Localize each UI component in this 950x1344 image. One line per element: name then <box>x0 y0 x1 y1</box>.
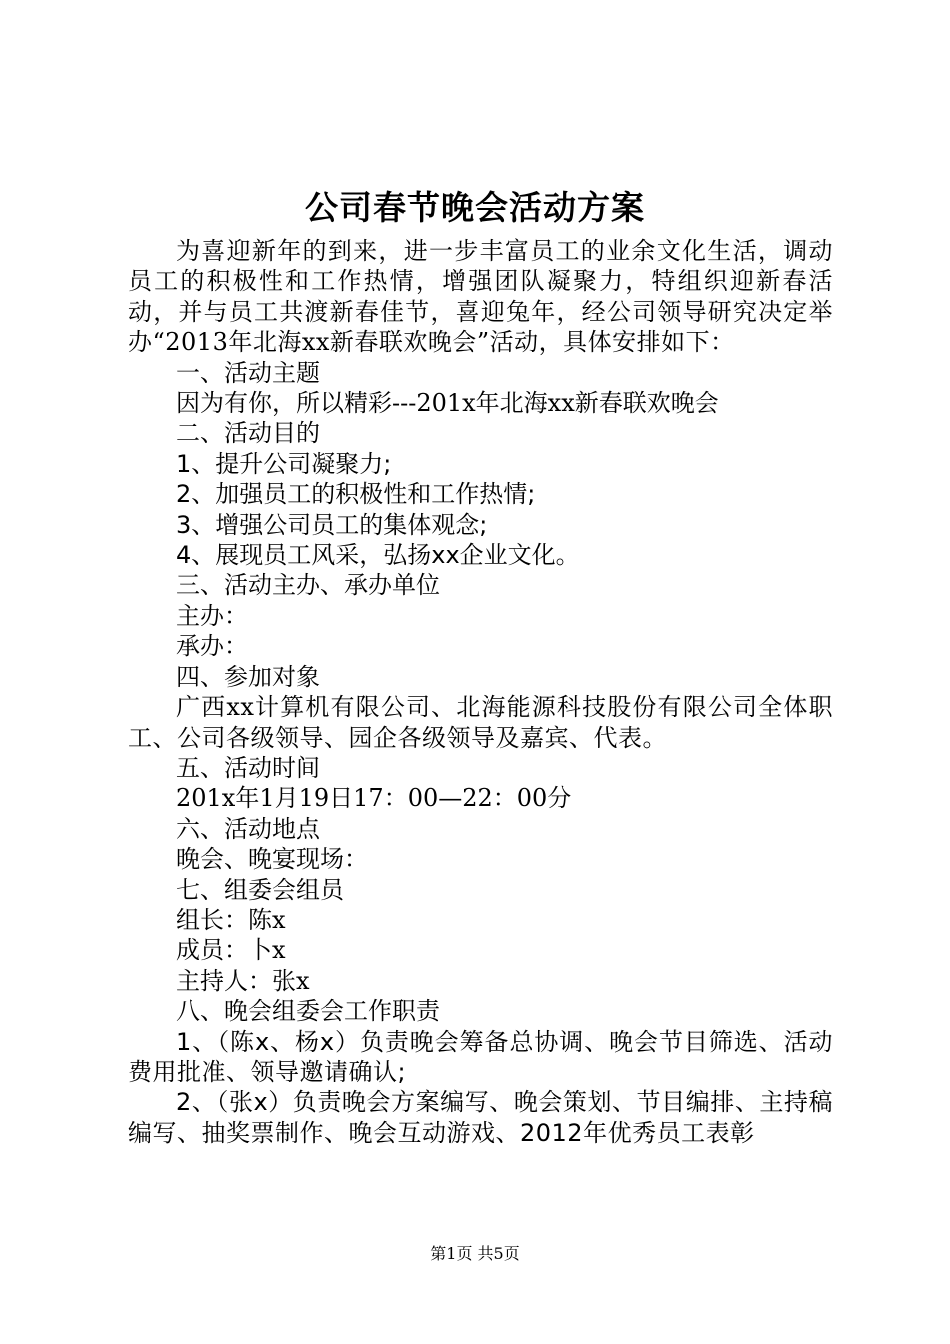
section-heading-time: 五、活动时间 <box>176 753 320 782</box>
purpose-item: 3、增强公司员工的集体观念; <box>176 510 488 539</box>
committee-member: 成员：卜x <box>176 936 286 965</box>
host-unit: 主办： <box>176 601 248 630</box>
purpose-item: 1、提升公司凝聚力; <box>176 449 392 478</box>
section-heading-committee: 七、组委会组员 <box>176 875 344 904</box>
purpose-item: 4、展现员工风采，弘扬xx企业文化。 <box>176 541 580 570</box>
section-heading-organizers: 三、活动主办、承办单位 <box>176 571 440 600</box>
intro-paragraph: 为喜迎新年的到来，进一步丰富员工的业余文化生活，调动员工的积极性和工作热情，增强团队凝聚力，特组织迎新春活动，并与员工共渡新春佳节，喜迎兔年，经公司领导研究决定举办“2013年北海xx新春联欢晚会”活动，具体安排如下： <box>128 237 833 357</box>
participants-text: 广西xx计算机有限公司、北海能源科技股份有限公司全体职工、公司各级领导、园企各级领导及嘉宾、代表。 <box>128 693 833 752</box>
time-text: 201x年1月19日17：00—22：00分 <box>176 784 572 813</box>
committee-leader: 组长：陈x <box>176 905 286 934</box>
purpose-item: 2、加强员工的积极性和工作热情; <box>176 480 536 509</box>
committee-host: 主持人：张x <box>176 966 310 995</box>
organizer-unit: 承办： <box>176 632 248 661</box>
theme-text: 因为有你，所以精彩---201x年北海xx新春联欢晚会 <box>176 389 719 418</box>
section-heading-duties: 八、晚会组委会工作职责 <box>176 997 440 1026</box>
section-heading-location: 六、活动地点 <box>176 814 320 843</box>
section-heading-purpose: 二、活动目的 <box>176 419 320 448</box>
section-heading-participants: 四、参加对象 <box>176 662 320 691</box>
section-heading-theme: 一、活动主题 <box>176 358 320 387</box>
document-body <box>128 236 833 1148</box>
duty-item: 1、（陈x、杨x）负责晚会筹备总协调、晚会节目筛选、活动费用批准、领导邀请确认; <box>128 1027 833 1086</box>
location-text: 晚会、晚宴现场： <box>176 845 368 874</box>
document-title: 公司春节晚会活动方案 <box>305 188 645 227</box>
page-indicator: 第1页 共5页 <box>430 1244 520 1263</box>
duty-item: 2、（张x）负责晚会方案编写、晚会策划、节目编排、主持稿编写、抽奖票制作、晚会互动游戏、2012年优秀员工表彰 <box>128 1088 833 1147</box>
